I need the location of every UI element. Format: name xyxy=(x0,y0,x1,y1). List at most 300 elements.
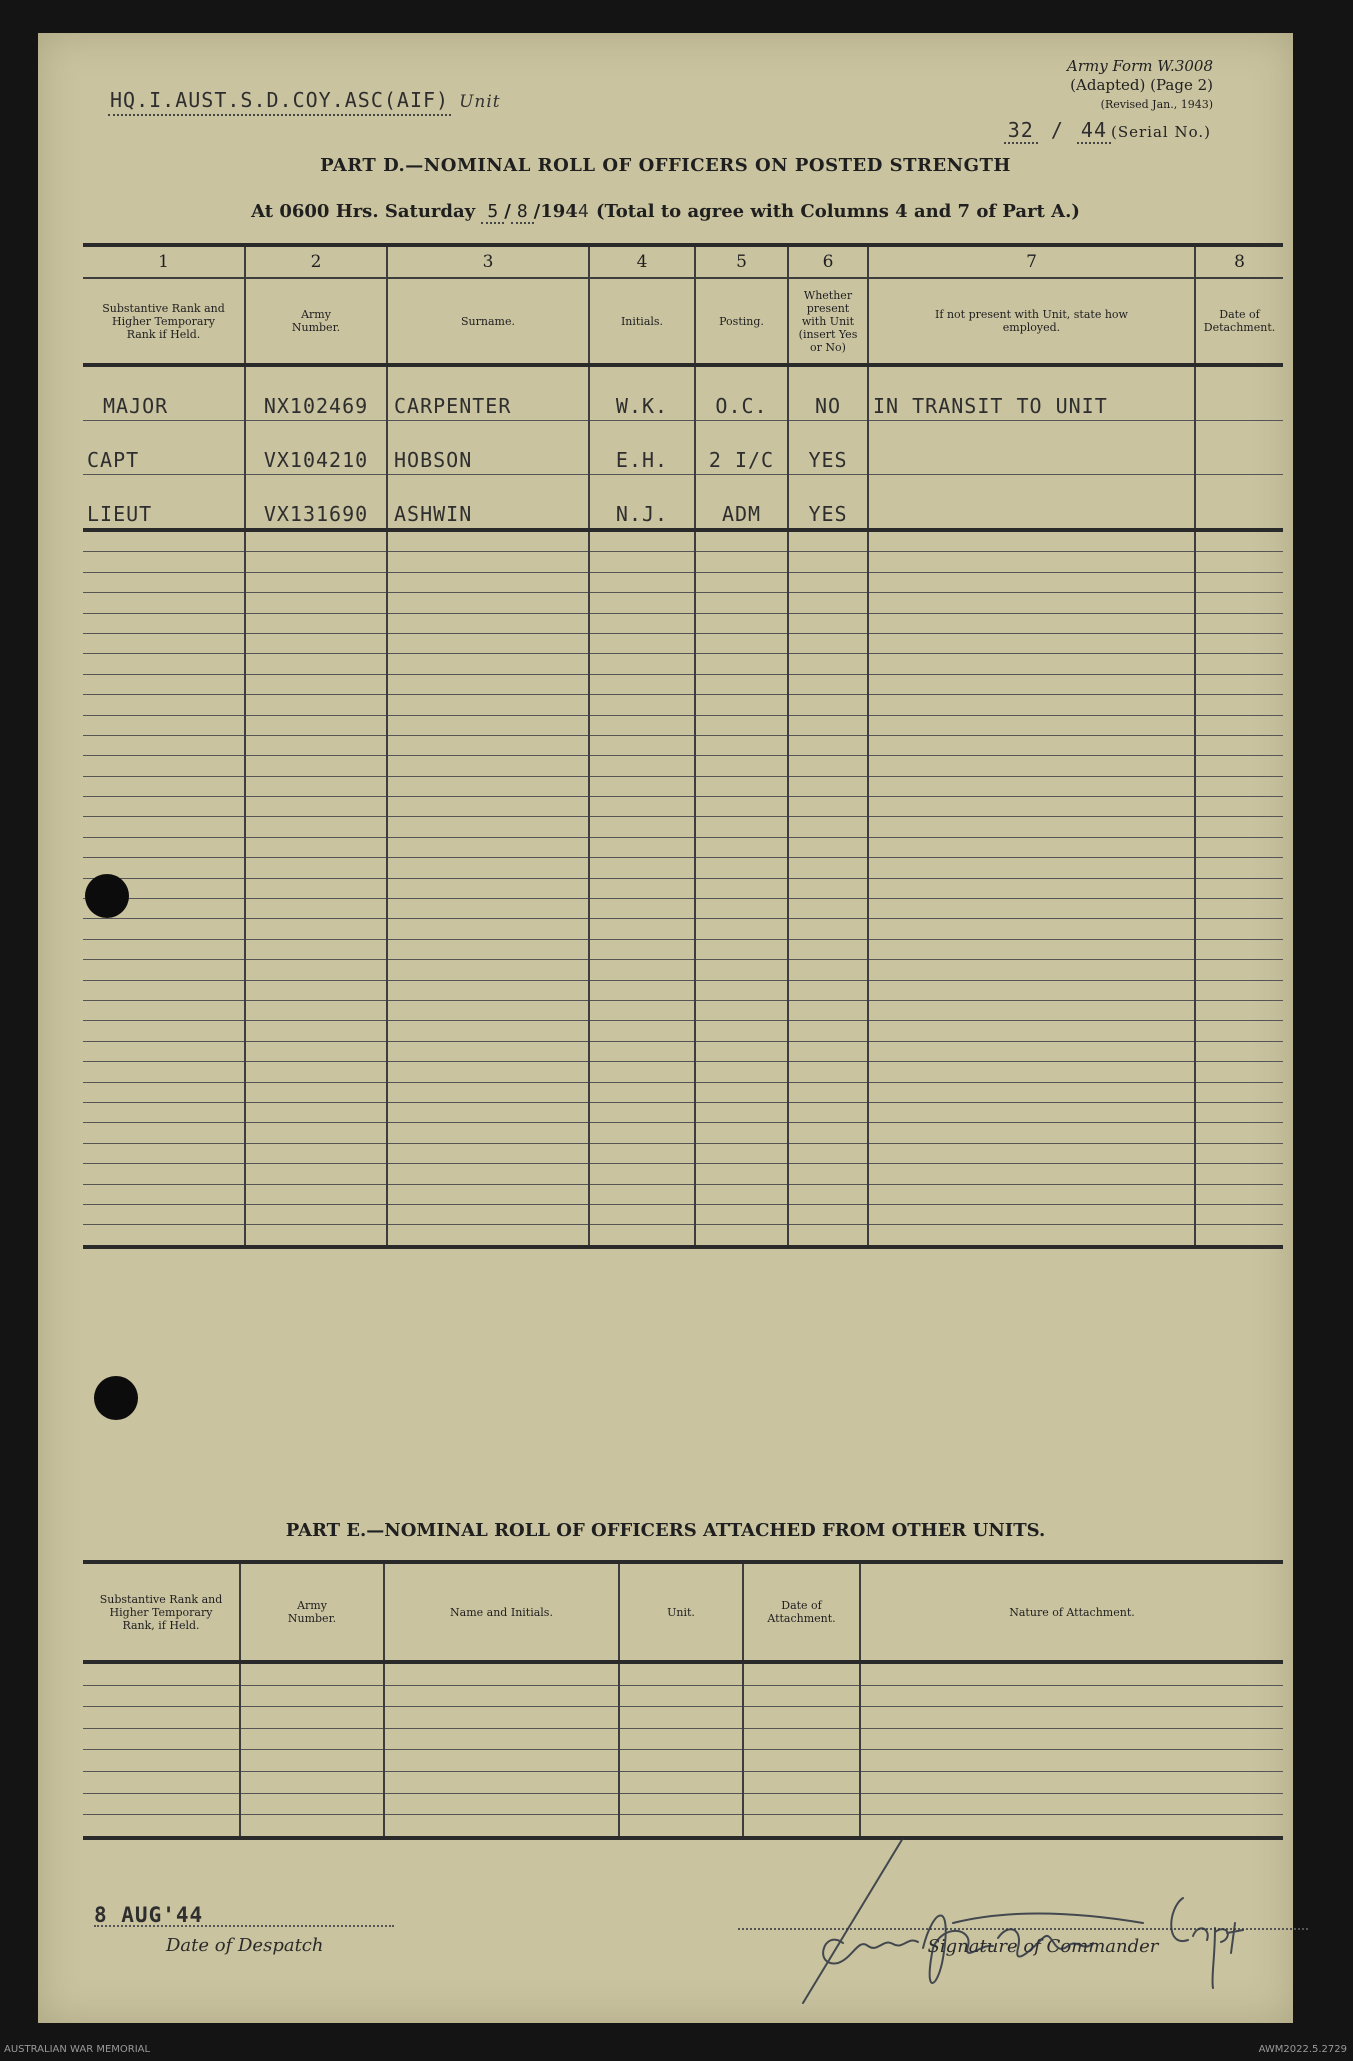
blank-cell xyxy=(868,1062,1195,1082)
blank-row xyxy=(83,1184,1283,1204)
blank-cell xyxy=(83,1021,245,1041)
blank-cell xyxy=(245,695,387,715)
blank-cell xyxy=(245,878,387,898)
blank-cell xyxy=(83,654,245,674)
blank-cell xyxy=(788,695,868,715)
blank-cell xyxy=(387,960,589,980)
blank-cell xyxy=(743,1793,860,1815)
blank-row xyxy=(83,1082,1283,1102)
blank-cell xyxy=(868,633,1195,653)
blank-cell xyxy=(868,1123,1195,1143)
blank-cell xyxy=(788,1204,868,1224)
blank-cell xyxy=(619,1815,743,1838)
blank-cell xyxy=(589,633,695,653)
blank-cell xyxy=(589,1021,695,1041)
blank-cell xyxy=(387,919,589,939)
table-row xyxy=(83,475,1283,531)
blank-cell xyxy=(245,593,387,613)
blank-cell xyxy=(743,1685,860,1707)
blank-cell xyxy=(83,633,245,653)
blank-cell xyxy=(695,858,788,878)
blank-cell xyxy=(788,756,868,776)
blank-cell xyxy=(1195,1062,1283,1082)
col-header-rank: Substantive Rank and Higher Temporary Rank, if Held. xyxy=(83,1562,240,1662)
blank-cell xyxy=(695,633,788,653)
table-row xyxy=(83,421,1283,475)
blank-cell xyxy=(83,572,245,592)
col-number: 8 xyxy=(1195,245,1283,278)
col-header-date: Date of Detachment. xyxy=(1195,278,1283,365)
blank-cell xyxy=(387,1000,589,1020)
blank-cell xyxy=(83,939,245,959)
blank-cell xyxy=(1195,654,1283,674)
blank-cell xyxy=(384,1662,619,1685)
blank-cell xyxy=(695,1021,788,1041)
blank-cell xyxy=(245,633,387,653)
credit-left: AUSTRALIAN WAR MEMORIAL xyxy=(4,2044,151,2055)
cell-rank: CAPT xyxy=(83,421,245,475)
blank-cell xyxy=(788,1184,868,1204)
cell-initials: W.K. xyxy=(589,365,695,421)
blank-cell xyxy=(860,1707,1283,1729)
unit-value: HQ.I.AUST.S.D.COY.ASC(AIF) xyxy=(108,88,451,116)
blank-row xyxy=(83,1707,1283,1729)
blank-cell xyxy=(695,960,788,980)
blank-row xyxy=(83,1793,1283,1815)
blank-row xyxy=(83,654,1283,674)
year-digit: 4 xyxy=(577,201,590,222)
blank-cell xyxy=(387,572,589,592)
blank-cell xyxy=(868,1082,1195,1102)
blank-cell xyxy=(1195,1123,1283,1143)
blank-row xyxy=(83,613,1283,633)
blank-cell xyxy=(743,1707,860,1729)
punch-hole xyxy=(85,874,129,918)
despatch-block xyxy=(94,1903,394,1956)
col-number: 4 xyxy=(589,245,695,278)
blank-cell xyxy=(695,1062,788,1082)
blank-cell xyxy=(1195,776,1283,796)
blank-cell xyxy=(387,735,589,755)
blank-cell xyxy=(387,654,589,674)
blank-cell xyxy=(788,1041,868,1061)
blank-cell xyxy=(788,817,868,837)
blank-cell xyxy=(83,674,245,694)
blank-cell xyxy=(83,980,245,1000)
blank-cell xyxy=(788,654,868,674)
blank-cell xyxy=(1195,756,1283,776)
blank-cell xyxy=(245,1102,387,1122)
blank-cell xyxy=(868,960,1195,980)
col-header-nature: Nature of Attachment. xyxy=(860,1562,1283,1662)
blank-cell xyxy=(589,1143,695,1163)
blank-cell xyxy=(788,613,868,633)
blank-cell xyxy=(868,572,1195,592)
blank-cell xyxy=(245,899,387,919)
col-header-present: Whether present with Unit (insert Yes or No) xyxy=(788,278,868,365)
cell-number: VX131690 xyxy=(245,475,387,531)
part-e-title: PART E.—NOMINAL ROLL OF OFFICERS ATTACHED FROM OTHER UNITS. xyxy=(285,1520,1046,1541)
blank-cell xyxy=(240,1707,384,1729)
blank-cell xyxy=(788,674,868,694)
blank-cell xyxy=(83,1062,245,1082)
blank-cell xyxy=(868,1041,1195,1061)
blank-cell xyxy=(589,735,695,755)
blank-cell xyxy=(1195,1204,1283,1224)
blank-cell xyxy=(695,654,788,674)
blank-cell xyxy=(1195,797,1283,817)
blank-cell xyxy=(788,735,868,755)
blank-cell xyxy=(868,797,1195,817)
blank-cell xyxy=(788,1062,868,1082)
blank-cell xyxy=(868,939,1195,959)
cell-rank: MAJOR xyxy=(83,365,245,421)
blank-cell xyxy=(619,1707,743,1729)
blank-cell xyxy=(245,776,387,796)
blank-cell xyxy=(245,715,387,735)
cell-present: NO xyxy=(788,365,868,421)
blank-row xyxy=(83,1041,1283,1061)
blank-row xyxy=(83,1662,1283,1685)
blank-cell xyxy=(1195,939,1283,959)
blank-cell xyxy=(589,899,695,919)
blank-row xyxy=(83,899,1283,919)
blank-cell xyxy=(860,1662,1283,1685)
at-suffix: (Total to agree with Columns 4 and 7 of Part A.) xyxy=(595,201,1080,222)
blank-cell xyxy=(788,530,868,552)
blank-cell xyxy=(245,939,387,959)
blank-cell xyxy=(83,552,245,572)
blank-cell xyxy=(589,878,695,898)
blank-cell xyxy=(387,1184,589,1204)
blank-cell xyxy=(245,530,387,552)
blank-cell xyxy=(860,1793,1283,1815)
blank-cell xyxy=(868,1021,1195,1041)
blank-cell xyxy=(868,654,1195,674)
blank-cell xyxy=(83,1225,245,1247)
blank-cell xyxy=(83,1000,245,1020)
blank-cell xyxy=(695,1041,788,1061)
blank-cell xyxy=(387,530,589,552)
blank-cell xyxy=(695,572,788,592)
blank-cell xyxy=(743,1662,860,1685)
blank-cell xyxy=(83,613,245,633)
col-header-employed: If not present with Unit, state how employed. xyxy=(868,278,1195,365)
part-e-table xyxy=(83,1560,1283,1840)
blank-cell xyxy=(868,899,1195,919)
blank-cell xyxy=(695,1082,788,1102)
blank-cell xyxy=(384,1793,619,1815)
blank-cell xyxy=(245,756,387,776)
cell-initials: N.J. xyxy=(589,475,695,531)
blank-row xyxy=(83,1143,1283,1163)
blank-cell xyxy=(589,1062,695,1082)
blank-cell xyxy=(83,1793,240,1815)
blank-cell xyxy=(245,674,387,694)
blank-cell xyxy=(788,1102,868,1122)
blank-cell xyxy=(83,837,245,857)
blank-row xyxy=(83,735,1283,755)
col-header-unit: Unit. xyxy=(619,1562,743,1662)
blank-cell xyxy=(245,572,387,592)
blank-row xyxy=(83,674,1283,694)
blank-cell xyxy=(788,1000,868,1020)
blank-cell xyxy=(589,1164,695,1184)
blank-cell xyxy=(83,530,245,552)
column-header-row xyxy=(83,1562,1283,1662)
cell-present: YES xyxy=(788,421,868,475)
blank-cell xyxy=(1195,960,1283,980)
blank-cell xyxy=(868,919,1195,939)
blank-cell xyxy=(788,572,868,592)
blank-cell xyxy=(387,1164,589,1184)
blank-cell xyxy=(83,1041,245,1061)
blank-row xyxy=(83,817,1283,837)
blank-cell xyxy=(83,1123,245,1143)
cell-date xyxy=(1195,421,1283,475)
blank-cell xyxy=(695,674,788,694)
blank-cell xyxy=(387,1123,589,1143)
signature-label: Signature of Commander xyxy=(927,1936,1159,1957)
blank-cell xyxy=(387,1041,589,1061)
blank-row xyxy=(83,858,1283,878)
blank-cell xyxy=(589,654,695,674)
blank-cell xyxy=(245,1225,387,1247)
blank-cell xyxy=(788,878,868,898)
blank-cell xyxy=(1195,1164,1283,1184)
blank-cell xyxy=(868,1164,1195,1184)
blank-cell xyxy=(868,1225,1195,1247)
cell-surname: ASHWIN xyxy=(387,475,589,531)
blank-cell xyxy=(245,1021,387,1041)
part-d-title: PART D.—NOMINAL ROLL OF OFFICERS ON POSTED STRENGTH xyxy=(320,155,1011,176)
blank-cell xyxy=(589,960,695,980)
cell-surname: HOBSON xyxy=(387,421,589,475)
col-header-army-number: Army Number. xyxy=(240,1562,384,1662)
blank-cell xyxy=(240,1662,384,1685)
blank-cell xyxy=(240,1815,384,1838)
blank-cell xyxy=(695,593,788,613)
blank-cell xyxy=(788,797,868,817)
blank-cell xyxy=(245,1041,387,1061)
blank-cell xyxy=(245,837,387,857)
blank-cell xyxy=(868,1143,1195,1163)
blank-cell xyxy=(1195,878,1283,898)
col-header-initials: Initials. xyxy=(589,278,695,365)
blank-cell xyxy=(589,837,695,857)
blank-cell xyxy=(868,776,1195,796)
part-d-date-line: At 0600 Hrs. Saturday 5 / 8 /1944 (Total to agree with Columns 4 and 7 of Part A.) xyxy=(251,201,1080,222)
blank-cell xyxy=(695,878,788,898)
blank-cell xyxy=(589,1041,695,1061)
blank-cell xyxy=(589,715,695,735)
blank-row xyxy=(83,919,1283,939)
blank-row xyxy=(83,715,1283,735)
blank-row xyxy=(83,1062,1283,1082)
blank-row xyxy=(83,939,1283,959)
blank-cell xyxy=(83,919,245,939)
col-header-name: Name and Initials. xyxy=(384,1562,619,1662)
blank-cell xyxy=(788,552,868,572)
blank-cell xyxy=(868,756,1195,776)
blank-cell xyxy=(868,695,1195,715)
blank-cell xyxy=(589,1225,695,1247)
blank-cell xyxy=(619,1728,743,1750)
at-prefix: At 0600 Hrs. Saturday xyxy=(251,201,476,222)
blank-cell xyxy=(1195,552,1283,572)
blank-cell xyxy=(83,1204,245,1224)
blank-cell xyxy=(788,1123,868,1143)
blank-cell xyxy=(1195,572,1283,592)
blank-cell xyxy=(387,1143,589,1163)
blank-cell xyxy=(788,939,868,959)
blank-cell xyxy=(695,776,788,796)
blank-cell xyxy=(619,1750,743,1772)
cell-surname: CARPENTER xyxy=(387,365,589,421)
despatch-date: 8 AUG'44 xyxy=(94,1903,204,1927)
blank-cell xyxy=(240,1771,384,1793)
blank-cell xyxy=(83,1662,240,1685)
blank-cell xyxy=(83,1143,245,1163)
cell-posting: ADM xyxy=(695,475,788,531)
blank-cell xyxy=(788,715,868,735)
blank-cell xyxy=(384,1815,619,1838)
year-prefix: 194 xyxy=(540,201,578,222)
blank-cell xyxy=(860,1771,1283,1793)
blank-cell xyxy=(83,715,245,735)
blank-cell xyxy=(868,593,1195,613)
blank-cell xyxy=(788,1021,868,1041)
blank-cell xyxy=(387,1062,589,1082)
cell-initials: E.H. xyxy=(589,421,695,475)
blank-cell xyxy=(1195,1082,1283,1102)
col-header-attach-date: Date of Attachment. xyxy=(743,1562,860,1662)
blank-row xyxy=(83,572,1283,592)
blank-cell xyxy=(868,1102,1195,1122)
blank-cell xyxy=(83,1685,240,1707)
day-value: 5 xyxy=(481,201,504,224)
blank-cell xyxy=(387,817,589,837)
blank-row xyxy=(83,960,1283,980)
blank-cell xyxy=(619,1685,743,1707)
blank-cell xyxy=(387,1082,589,1102)
column-header-row xyxy=(83,278,1283,365)
blank-cell xyxy=(387,695,589,715)
cell-posting: O.C. xyxy=(695,365,788,421)
blank-cell xyxy=(83,593,245,613)
blank-cell xyxy=(868,1204,1195,1224)
blank-cell xyxy=(1195,899,1283,919)
blank-cell xyxy=(695,1204,788,1224)
blank-cell xyxy=(387,613,589,633)
blank-cell xyxy=(589,756,695,776)
blank-cell xyxy=(384,1750,619,1772)
blank-row xyxy=(83,1728,1283,1750)
blank-row xyxy=(83,1164,1283,1184)
blank-cell xyxy=(868,530,1195,552)
blank-cell xyxy=(788,633,868,653)
blank-cell xyxy=(1195,817,1283,837)
blank-cell xyxy=(384,1771,619,1793)
blank-row xyxy=(83,1750,1283,1772)
blank-cell xyxy=(83,817,245,837)
blank-cell xyxy=(743,1728,860,1750)
serial-label: (Serial No.) xyxy=(1111,123,1211,141)
blank-cell xyxy=(245,858,387,878)
despatch-label: Date of Despatch xyxy=(166,1935,324,1956)
blank-row xyxy=(83,1771,1283,1793)
blank-cell xyxy=(695,530,788,552)
blank-cell xyxy=(387,776,589,796)
blank-cell xyxy=(83,1750,240,1772)
blank-row xyxy=(83,878,1283,898)
blank-cell xyxy=(589,919,695,939)
blank-cell xyxy=(387,899,589,919)
blank-cell xyxy=(589,1082,695,1102)
blank-cell xyxy=(245,1164,387,1184)
serial-a: 32 xyxy=(1004,118,1038,144)
blank-cell xyxy=(589,858,695,878)
blank-cell xyxy=(619,1771,743,1793)
serial-field: 32 / 44 (Serial No.) xyxy=(1004,118,1211,142)
blank-cell xyxy=(1195,735,1283,755)
blank-cell xyxy=(695,980,788,1000)
blank-cell xyxy=(83,1728,240,1750)
blank-cell xyxy=(83,1164,245,1184)
blank-cell xyxy=(387,674,589,694)
blank-row xyxy=(83,756,1283,776)
blank-cell xyxy=(743,1771,860,1793)
blank-cell xyxy=(860,1685,1283,1707)
blank-row xyxy=(83,1102,1283,1122)
blank-cell xyxy=(245,1123,387,1143)
blank-cell xyxy=(695,899,788,919)
blank-cell xyxy=(868,1184,1195,1204)
blank-row xyxy=(83,1000,1283,1020)
blank-cell xyxy=(695,939,788,959)
blank-cell xyxy=(1195,1143,1283,1163)
blank-cell xyxy=(695,1000,788,1020)
blank-cell xyxy=(695,817,788,837)
blank-cell xyxy=(589,817,695,837)
blank-row xyxy=(83,1123,1283,1143)
col-header-army-number: Army Number. xyxy=(245,278,387,365)
cell-employed: IN TRANSIT TO UNIT xyxy=(868,365,1195,421)
blank-cell xyxy=(868,613,1195,633)
serial-b: 44 xyxy=(1077,118,1111,144)
blank-cell xyxy=(589,1204,695,1224)
blank-cell xyxy=(245,735,387,755)
blank-cell xyxy=(1195,919,1283,939)
form-adapted: (Adapted) (Page 2) xyxy=(1070,76,1213,94)
blank-cell xyxy=(589,1123,695,1143)
blank-cell xyxy=(868,674,1195,694)
blank-cell xyxy=(868,858,1195,878)
cell-posting: 2 I/C xyxy=(695,421,788,475)
blank-row xyxy=(83,1685,1283,1707)
blank-cell xyxy=(1195,593,1283,613)
blank-cell xyxy=(83,797,245,817)
blank-cell xyxy=(245,1062,387,1082)
col-number: 3 xyxy=(387,245,589,278)
col-number: 5 xyxy=(695,245,788,278)
blank-cell xyxy=(743,1750,860,1772)
blank-cell xyxy=(868,878,1195,898)
blank-cell xyxy=(589,797,695,817)
blank-cell xyxy=(695,1143,788,1163)
blank-cell xyxy=(1195,613,1283,633)
blank-cell xyxy=(83,1771,240,1793)
